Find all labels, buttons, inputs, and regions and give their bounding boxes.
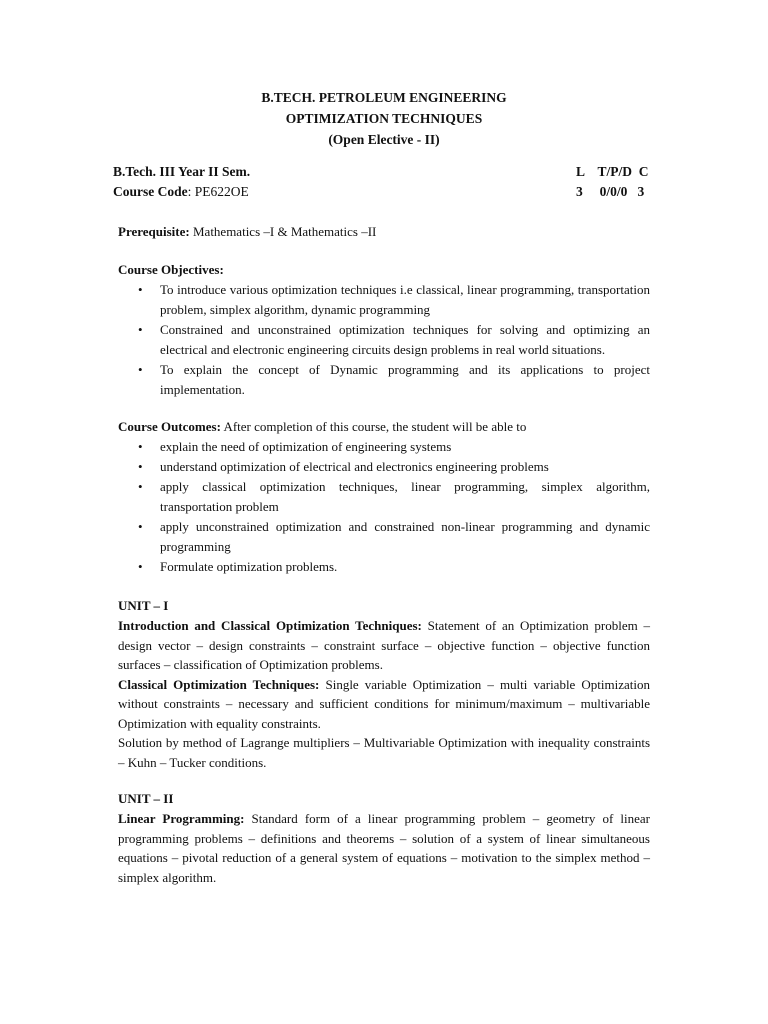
credit-values: 3 0/0/0 3: [576, 184, 645, 199]
course-code-label: Course Code: [113, 184, 188, 199]
outcomes-intro-line: [118, 417, 650, 437]
unit-1-classical: [118, 675, 650, 734]
outcomes-intro: After completion of this course, the student will be able to: [220, 419, 527, 434]
list-item: • Formulate optimization problems.: [118, 557, 650, 577]
list-item: • apply unconstrained optimization and constrained non-linear programming and dynamic programming: [118, 517, 650, 557]
unit-1-classical-text: Single variable Optimization – multi variable Optimization without constraints – necessary and sufficient conditions for minimum/maximum – multivariable Optimization with equality constraints.: [118, 676, 650, 731]
unit-2-heading: UNIT – II: [118, 791, 174, 806]
unit-2-linear-programming: [118, 809, 650, 887]
list-item: • understand optimization of electrical and electronics engineering problems: [118, 457, 650, 477]
list-item: • explain the need of optimization of engineering systems: [118, 437, 650, 457]
unit-1-lagrange: Solution by method of Lagrange multipliers – Multivariable Optimization with inequality constraints – Kuhn – Tucker conditions.: [118, 735, 650, 770]
course-code: [113, 184, 249, 200]
credit-headers: L T/P/D C: [576, 164, 649, 179]
unit-1-heading: UNIT – I: [118, 598, 169, 613]
unit-1-intro: [118, 616, 650, 675]
prerequisite-text: Mathematics –I & Mathematics –II: [189, 224, 377, 239]
list-item: • To explain the concept of Dynamic programming and its applications to project implementation.: [118, 360, 650, 400]
unit-2-lp-text: Standard form of a linear programming problem – geometry of linear programming problems – definitions and theorems – solution of a system of linear simultaneous equations – pivotal reduction of a general system of equations – motivation to the simplex method – simplex algorithm.: [118, 811, 650, 885]
semester-label: B.Tech. III Year II Sem.: [113, 164, 251, 179]
program-title: B.TECH. PETROLEUM ENGINEERING: [261, 90, 507, 105]
unit-1-intro-text: Statement of an Optimization problem – design vector – design constraints – constraint surface – objective function – objective function surfaces – classification of Optimization problems.: [118, 618, 650, 672]
unit-2-lp-label: Linear Programming:: [118, 811, 245, 826]
prerequisite: [118, 222, 650, 242]
list-item: • To introduce various optimization techniques i.e classical, linear programming, transportation problem, simplex algorithm, dynamic programming: [118, 280, 650, 320]
unit-1-classical-label: Classical Optimization Techniques:: [118, 676, 320, 692]
objectives-list: [118, 280, 650, 400]
outcomes-label: Course Outcomes:: [118, 419, 221, 434]
course-outcomes: [118, 417, 650, 577]
course-objectives: [118, 260, 650, 400]
document-header: [0, 87, 768, 150]
elective-label: (Open Elective - II): [328, 132, 440, 147]
unit-1: [118, 596, 650, 772]
course-title: OPTIMIZATION TECHNIQUES: [285, 111, 483, 126]
unit-1-intro-label: Introduction and Classical Optimization Techniques:: [118, 618, 422, 633]
objectives-heading: Course Objectives:: [118, 262, 224, 277]
list-item: • Constrained and unconstrained optimization techniques for solving and optimizing an electrical and electronic engineering circuits design problems in real world situations.: [118, 320, 650, 360]
prerequisite-label: Prerequisite:: [118, 224, 190, 239]
outcomes-list: [118, 437, 650, 577]
list-item: • apply classical optimization techniques, linear programming, simplex algorithm, transportation problem: [118, 477, 650, 517]
unit-2: [118, 789, 650, 887]
course-code-value: : PE622OE: [187, 184, 249, 199]
